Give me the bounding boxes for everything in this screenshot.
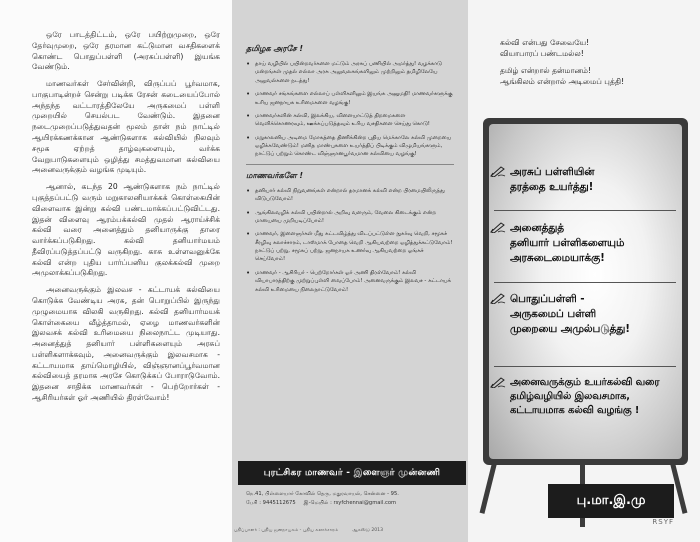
pen-writing-icon bbox=[490, 377, 506, 388]
government-demand-item: • மாணவர் சங்கங்களை எல்லாப் பள்ளிகளிலும் இயங்க அனுமதி! மாணவர்களுக்கு உரிய ஜனநாயக உரிமைகளை வழங்கு! bbox=[246, 90, 454, 107]
demand-1 bbox=[510, 165, 678, 195]
demand-line: தரத்தை உயர்த்து! bbox=[510, 180, 594, 193]
publisher-text: பதிப்பாளர் : புதிய ஜனநாயகம் - புதிய கலாச்சாரம் bbox=[234, 528, 339, 533]
demand-4 bbox=[510, 376, 678, 418]
government-demand-item: • தாய் வழியில் பயின்றவர்களை மட்டும் அரசுப் பணியில் அமர்த்து! வழக்காடு மன்றங்கள் முதல் எல்லா அரசு அலுவலகங்களிலும் முற்றிலும் தமிழிலேயே அலுவல்களை நடத்து! bbox=[246, 60, 454, 85]
demand-line: அரசுடைமையாக்கு! bbox=[510, 251, 605, 264]
student-appeal-item: • மாணவர், இளைஞர்கள் மீது கட்டவிழ்த்து விடப்பட்டுள்ள நுகர்வு வெறி, சமூகச் சீரழிவு கலாச்சாரம், டாஸ்மாக் போதை வெறி ஆகியவற்றை ஒழித்துக்கட்டுவோம்! நாட்டுப் பற்று, சமூகப் பற்று, ஜனநாயக உணர்வு ஆகியவற்றை ஓங்கச் செய்வோம்! bbox=[246, 230, 454, 264]
demand-line: அருகமைப் பள்ளி bbox=[510, 307, 596, 320]
student-appeal-item: • தனியார் கல்வி நிறுவனங்கள் என்றால் தரமானக் கல்வி என்ற பிரமையிலிருந்து விடுபடுவோம்! bbox=[246, 187, 454, 204]
paragraph-4: அனைவருக்கும் இலவச - கட்டாயக் கல்வியை கொடுக்க வேண்டிய அரசு, தன் பொறுப்பில் இருந்து முழுமையாக விலகி வருகிறது. கல்வி தனியார்மயக் கொள்கையை வீழ்த்தாமல், ஏழை மாணவர்களின் இலவசக் கல்வி உரிமையை நிலைநாட்ட முடியாது. அனைத்துத் தனியார் பள்ளிகளையும் அரசுப் பள்ளிகளாக்கவும், அனைவருக்கும் இலவசமாக - கட்டாயமாக தாய்மொழியில், விஞ்ஞானப்பூர்வமான கல்வியைத் தரமாக அரசே கொடுக்கப் போராடுவோம். இதனை சாதிக்க மாணவர்கள் - பெற்றோர்கள் - ஆசிரியர்கள் ஓர் அணியில் திரள்வோம்! bbox=[32, 285, 220, 402]
phone-text: பேசி : 9445112675 bbox=[246, 499, 296, 506]
student-appeal-item: • மாணவர் - ஆசிரியர் - பெற்றோர்கள் ஓர் அணி திரள்வோம்! கல்வி வியாபாரத்திற்கு முற்றுப்புள்ளி வைப்போம்! அனைவருக்கும் இலவச - கட்டாயக் கல்வி உரிமையை நிலைநாட்டுவோம்! bbox=[246, 269, 454, 294]
demand-line: தமிழ்வழியில் இலவசமாக, bbox=[510, 390, 630, 402]
paragraph-1: ஒரே பாடத்திட்டம், ஒரே பயிற்றுமுறை, ஒரே தேர்வுமுறை, ஒரே தரமான கட்டுமான வசதிகளைக் கொண்ட பொதுப்பள்ளி (அரசுப்பள்ளி) இயங்க வேண்டும். bbox=[32, 30, 220, 72]
section-title-students: மாணவர்களே ! bbox=[246, 170, 304, 180]
pen-writing-icon bbox=[490, 293, 506, 304]
top-slogans bbox=[500, 37, 624, 87]
demand-divider bbox=[494, 210, 676, 211]
slogan-line: தமிழ் என்றால் தன்மானம்! bbox=[500, 66, 591, 75]
demand-line: முறையை அமுல்படுத்து! bbox=[510, 322, 631, 335]
section-divider bbox=[246, 164, 454, 165]
demand-line: அனைவருக்கும் உயர்கல்வி வரை bbox=[510, 377, 660, 388]
demand-2 bbox=[510, 221, 678, 265]
pen-writing-icon bbox=[490, 222, 506, 233]
demand-line: பொதுப்பள்ளி - bbox=[510, 293, 585, 305]
demand-line: அரசுப் பள்ளியின் bbox=[510, 166, 595, 178]
paragraph-3: ஆனால், கடந்த 20 ஆண்டுகளாக நம் நாட்டில் புகுத்தப்பட்டு வரும் மறுகாலனியாக்கக் கொள்கையின் விளைவாக இன்று கல்வி பண்டமாக்கப்பட்டுவிட்டது. இதன் விளைவு ஆரம்பக்கல்வி முதல் ஆராய்ச்சிக் கல்வி வரை அனைத்தும் தனியாருக்கு தாரை வார்க்கப்படுகிறது. கல்வி தனியார்மயம் தீவிரப்படுத்தப்பட்டு வருகிறது. காசு உள்ளவனுக்கே கல்வி என்ற புதிய பார்ப்பனிய குலக்கல்வி முறை அமுலாக்கப்படுகிறது. bbox=[32, 182, 220, 278]
organization-banner: புரட்சிகர மாணவர் - இளைஞர் முன்னணி bbox=[238, 461, 466, 485]
paragraph-2: மாணவர்கள் சேர்வின்றி, விருப்பப் பூர்வமாக, பாகுபாடின்றச் சென்று படிக்க ரேசன் கடையைப்போல் அந்தந்த வட்டாரத்திலேயே அருகமைப் பள்ளி முறையில் செயல்பட வேண்டும். இதனை நடைமுறைப்படுத்துவதன் மூலம் தான் நம் நாட்டில் ஆயிரக்கணக்கான ஆண்டுகளாக கல்வியில் நிலவும் சமூக ஏற்றத் தாழ்வுகளையும், வர்க்க வேறுபாடுகளையும் ஒழித்து சமத்துவமான கல்வியை அனைவருக்கும் வழங்க முடியும். bbox=[32, 79, 220, 175]
demand-divider bbox=[494, 366, 676, 367]
demand-line: தனியார் பள்ளிகளையும் bbox=[510, 236, 625, 249]
student-appeal-item: • ஆங்கிலவழிக் கல்வி பயின்றால் அறிவு வளரும், வேலை கிடைக்கும் என்ற மாயையை முறியடிப்போம்! bbox=[246, 209, 454, 226]
slogan-line: கல்வி என்பது சேவையே! bbox=[500, 38, 590, 47]
section-title-government: தமிழக அரசே ! bbox=[246, 44, 303, 53]
demand-3 bbox=[510, 292, 678, 336]
address-text: நெ.41, பிள்ளையார் கோவில் தெரு, மதுரவாயல், சென்னை - 95. bbox=[246, 491, 399, 497]
slogan-line: ஆங்கிலம் என்றால் அடிமைப் புத்தி! bbox=[500, 77, 625, 86]
demand-line: கட்டாயமாக கல்வி வழங்கு ! bbox=[510, 404, 640, 416]
demand-line: அனைத்துத் bbox=[510, 222, 565, 234]
organization-logo-abbrev: RSYF bbox=[652, 518, 674, 526]
demand-divider bbox=[494, 282, 676, 283]
organization-logo: பு.மா.இ.மு bbox=[548, 484, 674, 518]
contact-block bbox=[246, 490, 460, 508]
government-demand-item: • மறுகாலனிய அடிமை மோகத்தை திணிக்கின்ற புதிய மெக்காலே கல்வி முறையை ஒழிக்கவேண்டும்! மனித மாண்புகளை உயர்த்திப் பிடிக்கும் விழுமியங்களும், நாட்டுப் பற்றும் கொண்ட விஞ்ஞானபூர்வமான கல்வியை வழங்கு! bbox=[246, 134, 454, 159]
left-text-column bbox=[0, 0, 232, 542]
government-demand-item: • மாணவர்களின் கல்வி, இலக்கிய, விளையாட்டுத் திறமைகளை வெளிக்கொணரவும், ஊக்கப்படுத்தவும் உரிய வசதிகளை செய்து கொடு! bbox=[246, 112, 454, 129]
date-text: ஆகஸ்டு 2013 bbox=[352, 528, 384, 533]
email-text: இ-மெயில் : rsyfchennai@gmail.com bbox=[303, 499, 397, 506]
slogan-line: வியாபாரப் பண்டமல்ல! bbox=[500, 49, 584, 58]
pen-writing-icon bbox=[490, 166, 506, 177]
